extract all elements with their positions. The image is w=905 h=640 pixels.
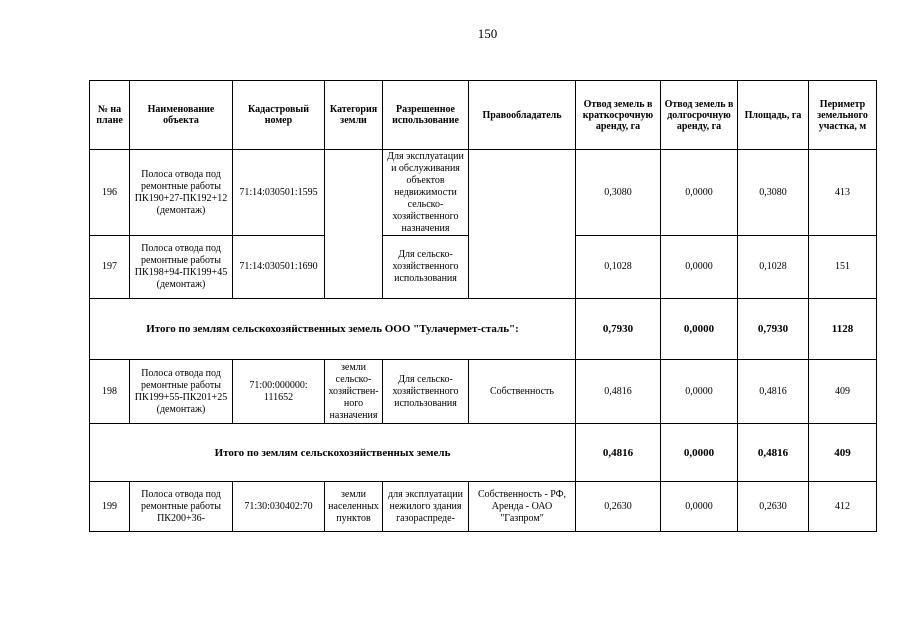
area: 0,4816 (738, 360, 809, 424)
perimeter: 412 (809, 482, 877, 532)
area: 0,3080 (738, 150, 809, 236)
land-allocation-table (89, 80, 877, 532)
area: 0,2630 (738, 482, 809, 532)
short-term-lease: 0,3080 (576, 150, 661, 236)
header-row (90, 81, 877, 150)
header-short-term-lease: Отвод земель в краткосрочную аренду, га (576, 81, 661, 150)
header-object-name: Наименование объекта (130, 81, 233, 150)
subtotal-short-term-lease: 0,4816 (576, 424, 661, 482)
permitted-use: Для сельско-хозяйственного использования (383, 360, 469, 424)
header-owner: Правообладатель (469, 81, 576, 150)
plan-number: 196 (90, 150, 130, 236)
table-row (90, 482, 877, 532)
cadastral-number: 71:14:030501:1690 (233, 236, 325, 299)
permitted-use: для эксплуатации нежилого здания газораспреде- (383, 482, 469, 532)
cadastral-number: 71:30:030402:70 (233, 482, 325, 532)
land-category (325, 150, 383, 299)
table-row (90, 150, 877, 236)
owner: Собственность - РФ, Аренда - ОАО "Газпром" (469, 482, 576, 532)
header-plan-number: № на плане (90, 81, 130, 150)
area: 0,1028 (738, 236, 809, 299)
header-land-category: Категория земли (325, 81, 383, 150)
long-term-lease: 0,0000 (661, 360, 738, 424)
short-term-lease: 0,4816 (576, 360, 661, 424)
header-long-term-lease: Отвод земель в долгосрочную аренду, га (661, 81, 738, 150)
short-term-lease: 0,2630 (576, 482, 661, 532)
permitted-use: Для сельско-хозяйственного использования (383, 236, 469, 299)
object-name: Полоса отвода под ремонтные работы ПК199+55-ПК201+25 (демонтаж) (130, 360, 233, 424)
long-term-lease: 0,0000 (661, 150, 738, 236)
subtotal-long-term-lease: 0,0000 (661, 424, 738, 482)
subtotal-row (90, 299, 877, 360)
plan-number: 197 (90, 236, 130, 299)
long-term-lease: 0,0000 (661, 236, 738, 299)
plan-number: 198 (90, 360, 130, 424)
perimeter: 413 (809, 150, 877, 236)
long-term-lease: 0,0000 (661, 482, 738, 532)
subtotal-label: Итого по землям сельскохозяйственных земель (90, 424, 576, 482)
subtotal-long-term-lease: 0,0000 (661, 299, 738, 360)
perimeter: 151 (809, 236, 877, 299)
perimeter: 409 (809, 360, 877, 424)
owner (469, 150, 576, 299)
table-row (90, 360, 877, 424)
plan-number: 199 (90, 482, 130, 532)
page-number: 150 (477, 26, 498, 41)
object-name: Полоса отвода под ремонтные работы ПК198+94-ПК199+45 (демонтаж) (130, 236, 233, 299)
cadastral-number: 71:00:000000: 111652 (233, 360, 325, 424)
land-category: земли населенных пунктов (325, 482, 383, 532)
subtotal-short-term-lease: 0,7930 (576, 299, 661, 360)
header-perimeter: Периметр земельного участка, м (809, 81, 877, 150)
header-cadastral-number: Кадастровый номер (233, 81, 325, 150)
header-permitted-use: Разрешенное использование (383, 81, 469, 150)
land-category: земли сельско-хозяйствен-ного назначения (325, 360, 383, 424)
subtotal-area: 0,7930 (738, 299, 809, 360)
subtotal-perimeter: 1128 (809, 299, 877, 360)
short-term-lease: 0,1028 (576, 236, 661, 299)
subtotal-label: Итого по землям сельскохозяйственных земель ООО "Тулачермет-сталь": (90, 299, 576, 360)
object-name: Полоса отвода под ремонтные работы ПК200+36- (130, 482, 233, 532)
header-area: Площадь, га (738, 81, 809, 150)
subtotal-row (90, 424, 877, 482)
owner: Собственность (469, 360, 576, 424)
permitted-use: Для эксплуатации и обслуживания объектов недвижимости сельско-хозяйственного назначения (383, 150, 469, 236)
object-name: Полоса отвода под ремонтные работы ПК190+27-ПК192+12 (демонтаж) (130, 150, 233, 236)
cadastral-number: 71:14:030501:1595 (233, 150, 325, 236)
subtotal-perimeter: 409 (809, 424, 877, 482)
subtotal-area: 0,4816 (738, 424, 809, 482)
